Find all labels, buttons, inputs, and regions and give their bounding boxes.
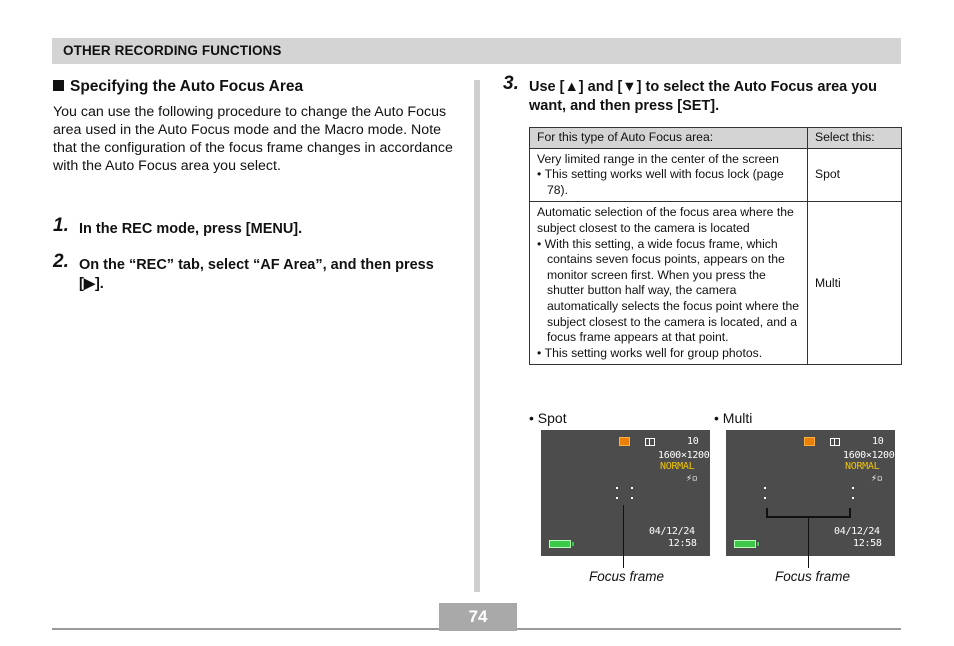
- flash-mode-icon: ⚡▫: [871, 473, 883, 484]
- step-number: 1.: [53, 215, 69, 236]
- shots-remaining: 10: [687, 436, 699, 447]
- step-text: Use [▲] and [▼] to select the Auto Focus area you want, and then press [SET].: [529, 79, 878, 114]
- page-number: 74: [468, 607, 488, 626]
- step-number: 2.: [53, 251, 69, 272]
- section-title-text: Specifying the Auto Focus Area: [70, 78, 304, 95]
- table-cell-description: [530, 148, 808, 202]
- flash-mode-icon: ⚡▫: [686, 473, 698, 484]
- multi-label: • Multi: [714, 410, 753, 426]
- focus-frame-leader-line: [808, 517, 809, 568]
- table-cell-description: [530, 202, 808, 365]
- header-bar: [52, 38, 901, 64]
- spot-label: • Spot: [529, 410, 567, 426]
- battery-icon: [734, 540, 756, 548]
- multi-focus-frame-caption: Focus frame: [775, 569, 851, 584]
- quality-setting: NORMAL: [845, 461, 880, 472]
- time-display: 12:58: [668, 538, 697, 549]
- af-area-table: [529, 127, 902, 365]
- focus-point: [764, 487, 766, 489]
- focus-point: [631, 487, 633, 489]
- section-title: [53, 78, 303, 96]
- intro-paragraph: You can use the following procedure to change the Auto Focus area used in the Auto Focus mode and the Macro mode. Note that the configuration of the focus frame changes in accordance with the Auto Focus area you select.: [53, 104, 453, 174]
- shots-remaining: 10: [872, 436, 884, 447]
- battery-icon: [549, 540, 571, 548]
- table-header-row: [530, 128, 902, 149]
- date-display: 04/12/24: [649, 526, 695, 537]
- focus-point: [852, 497, 854, 499]
- square-bullet-icon: [53, 80, 64, 91]
- step-text: In the REC mode, press [MENU].: [79, 221, 303, 237]
- step-number: 3.: [503, 73, 519, 94]
- step-3: [503, 73, 903, 115]
- step-2: [53, 251, 453, 293]
- row-description: Automatic selection of the focus area where the subject closest to the camera is located: [537, 205, 794, 235]
- step-text: On the “REC” tab, select “AF Area”, and then press [▶].: [79, 257, 434, 292]
- table-header-cell: For this type of Auto Focus area:: [530, 128, 808, 149]
- record-mode-icon: [619, 437, 630, 446]
- row-bullet: • This setting works well with focus lock (page 78).: [537, 167, 784, 197]
- column-divider: [474, 80, 480, 592]
- focus-point: [764, 497, 766, 499]
- focus-point: [631, 497, 633, 499]
- spot-focus-frame-caption: Focus frame: [589, 569, 665, 584]
- multi-monitor-screen: [726, 430, 895, 556]
- time-display: 12:58: [853, 538, 882, 549]
- spot-monitor-screen: [541, 430, 710, 556]
- table-row: [530, 202, 902, 365]
- focus-point: [852, 487, 854, 489]
- record-mode-icon: [804, 437, 815, 446]
- row-bullet: • With this setting, a wide focus frame, which contains seven focus points, appears on the monitor screen first. When you press the shutter button half way, the camera automatically selects the focus point where the subject closest to the camera is located, and a focus frame appears at that point.: [537, 236, 800, 345]
- table-row: [530, 148, 902, 202]
- row-description: Very limited range in the center of the screen: [537, 151, 779, 166]
- focus-point: [616, 497, 618, 499]
- step-1: [53, 215, 453, 239]
- table-cell-select: Multi: [808, 202, 902, 365]
- quality-setting: NORMAL: [660, 461, 695, 472]
- af-area-icon: [645, 438, 655, 446]
- focus-point: [616, 487, 618, 489]
- header-title: OTHER RECORDING FUNCTIONS: [63, 43, 282, 58]
- image-size: 1600×1200: [658, 450, 710, 461]
- table-cell-select: Spot: [808, 148, 902, 202]
- image-size: 1600×1200: [843, 450, 895, 461]
- af-area-icon: [830, 438, 840, 446]
- focus-frame-leader-line: [623, 505, 624, 568]
- date-display: 04/12/24: [834, 526, 880, 537]
- table-header-cell: Select this:: [808, 128, 902, 149]
- row-bullet: • This setting works well for group photos.: [537, 345, 763, 360]
